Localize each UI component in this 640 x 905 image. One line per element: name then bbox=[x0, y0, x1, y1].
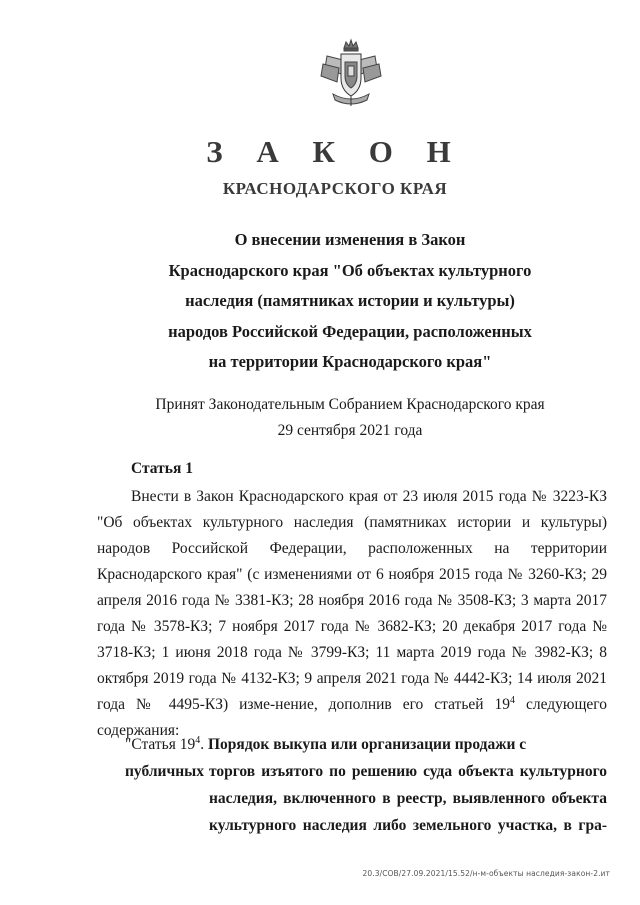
article-19-4-title-line: наследия, включенного в реестр, выявленного объекта bbox=[209, 790, 607, 807]
subject-line: народов Российской Федерации, расположенных bbox=[168, 321, 532, 341]
article-19-4-title-continuation bbox=[209, 758, 607, 839]
law-title: З А К О Н bbox=[206, 134, 464, 169]
adoption-date: 29 сентября 2021 года bbox=[277, 422, 423, 439]
article-1-body bbox=[97, 484, 607, 744]
subject-line: О внесении изменения в Закон bbox=[234, 230, 466, 249]
adoption-note bbox=[130, 392, 570, 444]
article-1-heading: Статья 1 bbox=[131, 460, 193, 477]
article-19-label-superscript: 4 bbox=[195, 734, 201, 746]
article-19-label-suffix: . bbox=[200, 736, 205, 753]
subject-line: наследия (памятниках истории и культуры) bbox=[185, 291, 515, 310]
adoption-line: Принят Законодательным Собранием Краснодарского края bbox=[155, 396, 545, 413]
article-19-4-title-first-line: Порядок выкупа или организации продажи с публичных bbox=[125, 736, 527, 780]
article-number-superscript: 4 bbox=[510, 694, 516, 706]
law-region: КРАСНОДАРСКОГО КРАЯ bbox=[222, 179, 448, 198]
law-subject bbox=[140, 225, 560, 378]
subject-line: Краснодарского края "Об объектах культурного bbox=[168, 260, 532, 280]
article-19-4-label bbox=[125, 736, 204, 753]
krasnodar-krai-coat-of-arms-icon bbox=[315, 38, 387, 110]
article-19-label-prefix: "Статья 19 bbox=[125, 736, 196, 753]
footer-document-code: 20.3/СОВ/27.09.2021/15.52/н-м-объекты наследия-закон-2.ит bbox=[362, 869, 610, 878]
article-19-4-title-line: торгов изъятого по решению суда объекта культурного bbox=[209, 763, 607, 780]
article-19-4-title-line: культурного наследия либо земельного участка, в гра- bbox=[209, 817, 607, 834]
article-1-text-end: следующего содержания: bbox=[97, 696, 607, 739]
subject-line: на территории Краснодарского края" bbox=[208, 352, 492, 371]
article-1-text: Внести в Закон Краснодарского края от 23 июля 2015 года № 3223-КЗ "Об объектах культурного наследия (памятниках истории и культуры) народов Российской Федерации, расположенных на территории Краснодарского края" (с изменениями от 6 ноября 2015 года № 3260-КЗ; 29 апреля 2016 года № 3381-КЗ; 28 ноября 2016 года № 3508-КЗ; 3 марта 2017 года № 3578-КЗ; 7 ноября 2017 года № 3682-КЗ; 20 декабря 2017 года № 3718-КЗ; 1 июня 2018 года № 3799-КЗ; 11 марта 2019 года № 3982-КЗ; 8 октября 2019 года № 4132-КЗ; 9 апреля 2021 года № 4442-КЗ; 14 июля 2021 года № 4495-КЗ) изме-нение, дополнив его статьей 19 bbox=[97, 488, 607, 713]
